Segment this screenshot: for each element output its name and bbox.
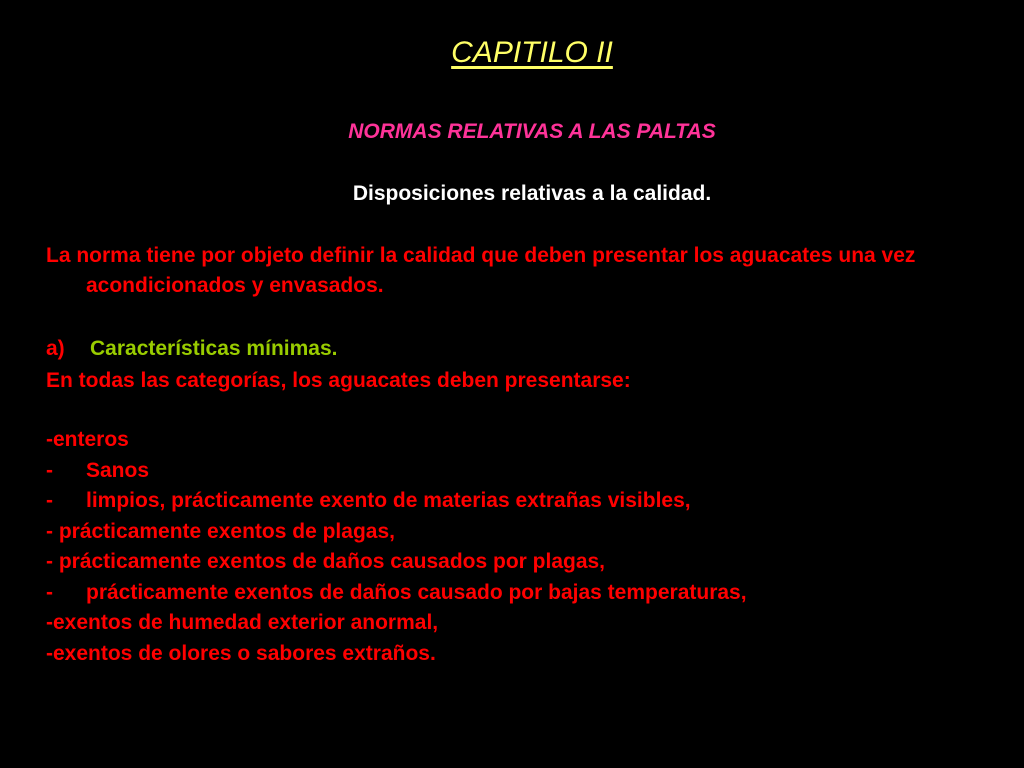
list-item-text: - prácticamente exentos de daños causados por plagas, [46,550,606,573]
list-item-text: prácticamente exentos de daños causado por bajas temperaturas, [86,580,747,604]
list-item-dash: - [46,489,53,512]
minimum-characteristics-heading [46,334,337,364]
slide-title: CAPITILO II [451,36,613,69]
list-item [46,608,747,639]
list-item-text: -exentos de humedad exterior anormal, [46,611,439,634]
intro-paragraph: La norma tiene por objeto definir la calidad que deben presentar los aguacates una vez acondicionados y envasados. [46,244,916,297]
list-item-dash: - [46,580,53,604]
list-item [46,456,747,487]
list-item-text: -enteros [46,428,129,451]
list-item-text: Sanos [86,458,150,482]
section-heading: Disposiciones relativas a la calidad. [352,182,712,205]
list-item [46,578,747,609]
requirements-list [46,425,747,669]
slide-subtitle: NORMAS RELATIVAS A LAS PALTAS [348,120,716,143]
list-item [46,639,747,670]
section-marker: a) [46,337,65,360]
list-item-text: -exentos de olores o sabores extraños. [46,641,436,665]
lead-sentence: En todas las categorías, los aguacates deben presentarse: [46,369,631,392]
section-label: Características mínimas. [90,337,338,360]
list-item-dash: - [46,458,53,482]
list-item [46,425,747,456]
list-item [46,486,747,517]
list-item-text: - prácticamente exentos de plagas, [46,519,395,543]
list-item [46,547,747,578]
list-item-text: limpios, prácticamente exento de materias extrañas visibles, [86,489,691,512]
list-item [46,517,747,548]
